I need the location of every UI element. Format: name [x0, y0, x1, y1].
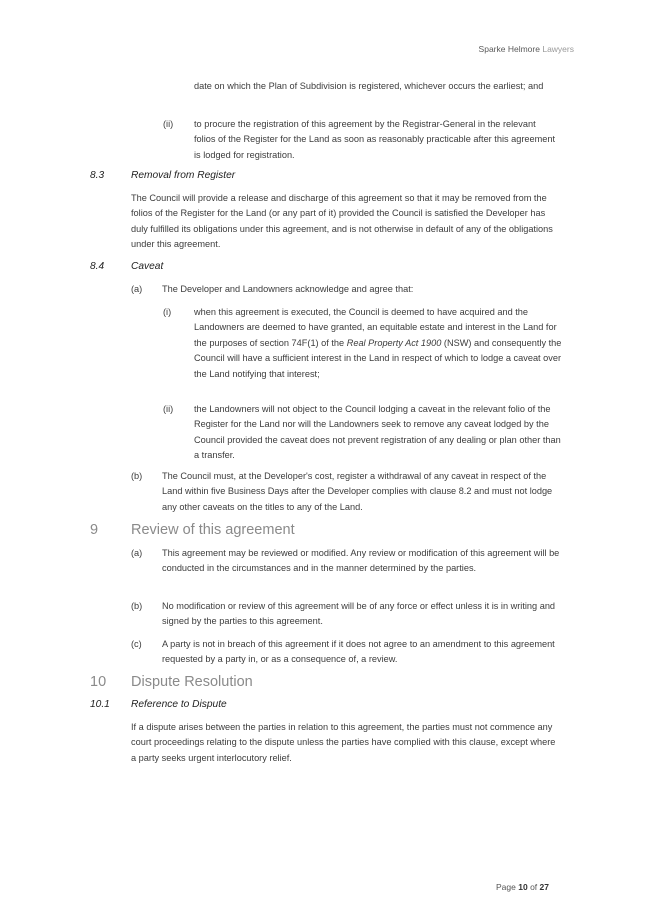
clause-text: If a dispute arises between the parties in relation to this agreement, the parties must not commence any court proceedings relating to the dispute unless the parties have complied with this clause, except where a party seeks urgent interlocutory relief.	[131, 722, 556, 763]
clause-text: The Council will provide a release and discharge of this agreement so that it may be removed from the folios of the Register for the Land (or any part of it) provided the Council is satisfied the Developer has duly fulfilled its obligations under this agreement, and is not otherwise in default of any of the obligations under this agreement.	[131, 193, 553, 250]
item-number: (c)	[131, 639, 142, 649]
clause-title: Caveat	[131, 261, 164, 272]
item-number: (a)	[131, 548, 143, 558]
item-number: (ii)	[163, 404, 174, 414]
clause-number: 10.1	[90, 699, 110, 710]
current-page: 10	[518, 882, 528, 892]
item-text: A party is not in breach of this agreement if it does not agree to an amendment to this agreement requested by a party in, or as a consequence of, a review.	[162, 639, 555, 665]
item-number: (b)	[131, 601, 143, 611]
clause-title: Reference to Dispute	[131, 699, 227, 710]
section-title: Dispute Resolution	[131, 674, 253, 690]
clause-number: 8.4	[90, 261, 105, 272]
total-pages: 27	[539, 882, 549, 892]
item-text: This agreement may be reviewed or modified. Any review or modification of this agreement will be conducted in the circumstances and in the manner determined by the parties.	[162, 548, 560, 574]
page-number: Page 10 of 27	[495, 882, 549, 892]
item-text: No modification or review of this agreement will be of any force or effect unless it is in writing and signed by the parties to this agreement.	[162, 601, 556, 627]
running-header	[0, 44, 574, 54]
firm-name-suffix: Lawyers	[542, 44, 574, 54]
item-text: The Council must, at the Developer's cost, register a withdrawal of any caveat in respect of the Land within five Business Days after the Developer complies with clause 8.2 and must not lodge any other caveats on the titles to any of the Land.	[162, 471, 553, 512]
clause-title: Removal from Register	[131, 170, 236, 181]
section-number: 10	[90, 674, 107, 690]
section-title: Review of this agreement	[131, 522, 295, 538]
continued-paragraph: date on which the Plan of Subdivision is registered, whichever occurs the earliest; and	[194, 81, 544, 91]
item-text: when this agreement is executed, the Council is deemed to have acquired and the Landowners are deemed to have granted, an equitable estate and interest in the Land for the purposes of section 74F(1) of the Real Property Act 1900 (NSW) and consequently the Council will have a sufficient interest in the Land in respect of which to lodge a caveat over the Land notifying that interest;	[194, 307, 562, 379]
item-number: (a)	[131, 284, 143, 294]
item-number: (b)	[131, 471, 143, 481]
item-number: (i)	[163, 307, 172, 317]
act-name: Real Property Act 1900	[346, 337, 442, 348]
firm-name: Sparke Helmore	[478, 44, 540, 54]
section-number: 9	[90, 522, 99, 538]
item-text: the Landowners will not object to the Council lodging a caveat in the relevant folio of the Register for the Land nor will the Landowners seek to remove any caveat lodged by the Council provided the caveat does not prevent registration of any dealing or plan other than a transfer.	[194, 404, 561, 461]
clause-number: 8.3	[90, 170, 105, 181]
item-number: (ii)	[163, 119, 174, 129]
item-text: The Developer and Landowners acknowledge and agree that:	[162, 284, 414, 294]
item-text: to procure the registration of this agreement by the Registrar-General in the relevant folios of the Register for the Land as soon as reasonably practicable after this agreement is lodged for registration.	[194, 119, 556, 160]
